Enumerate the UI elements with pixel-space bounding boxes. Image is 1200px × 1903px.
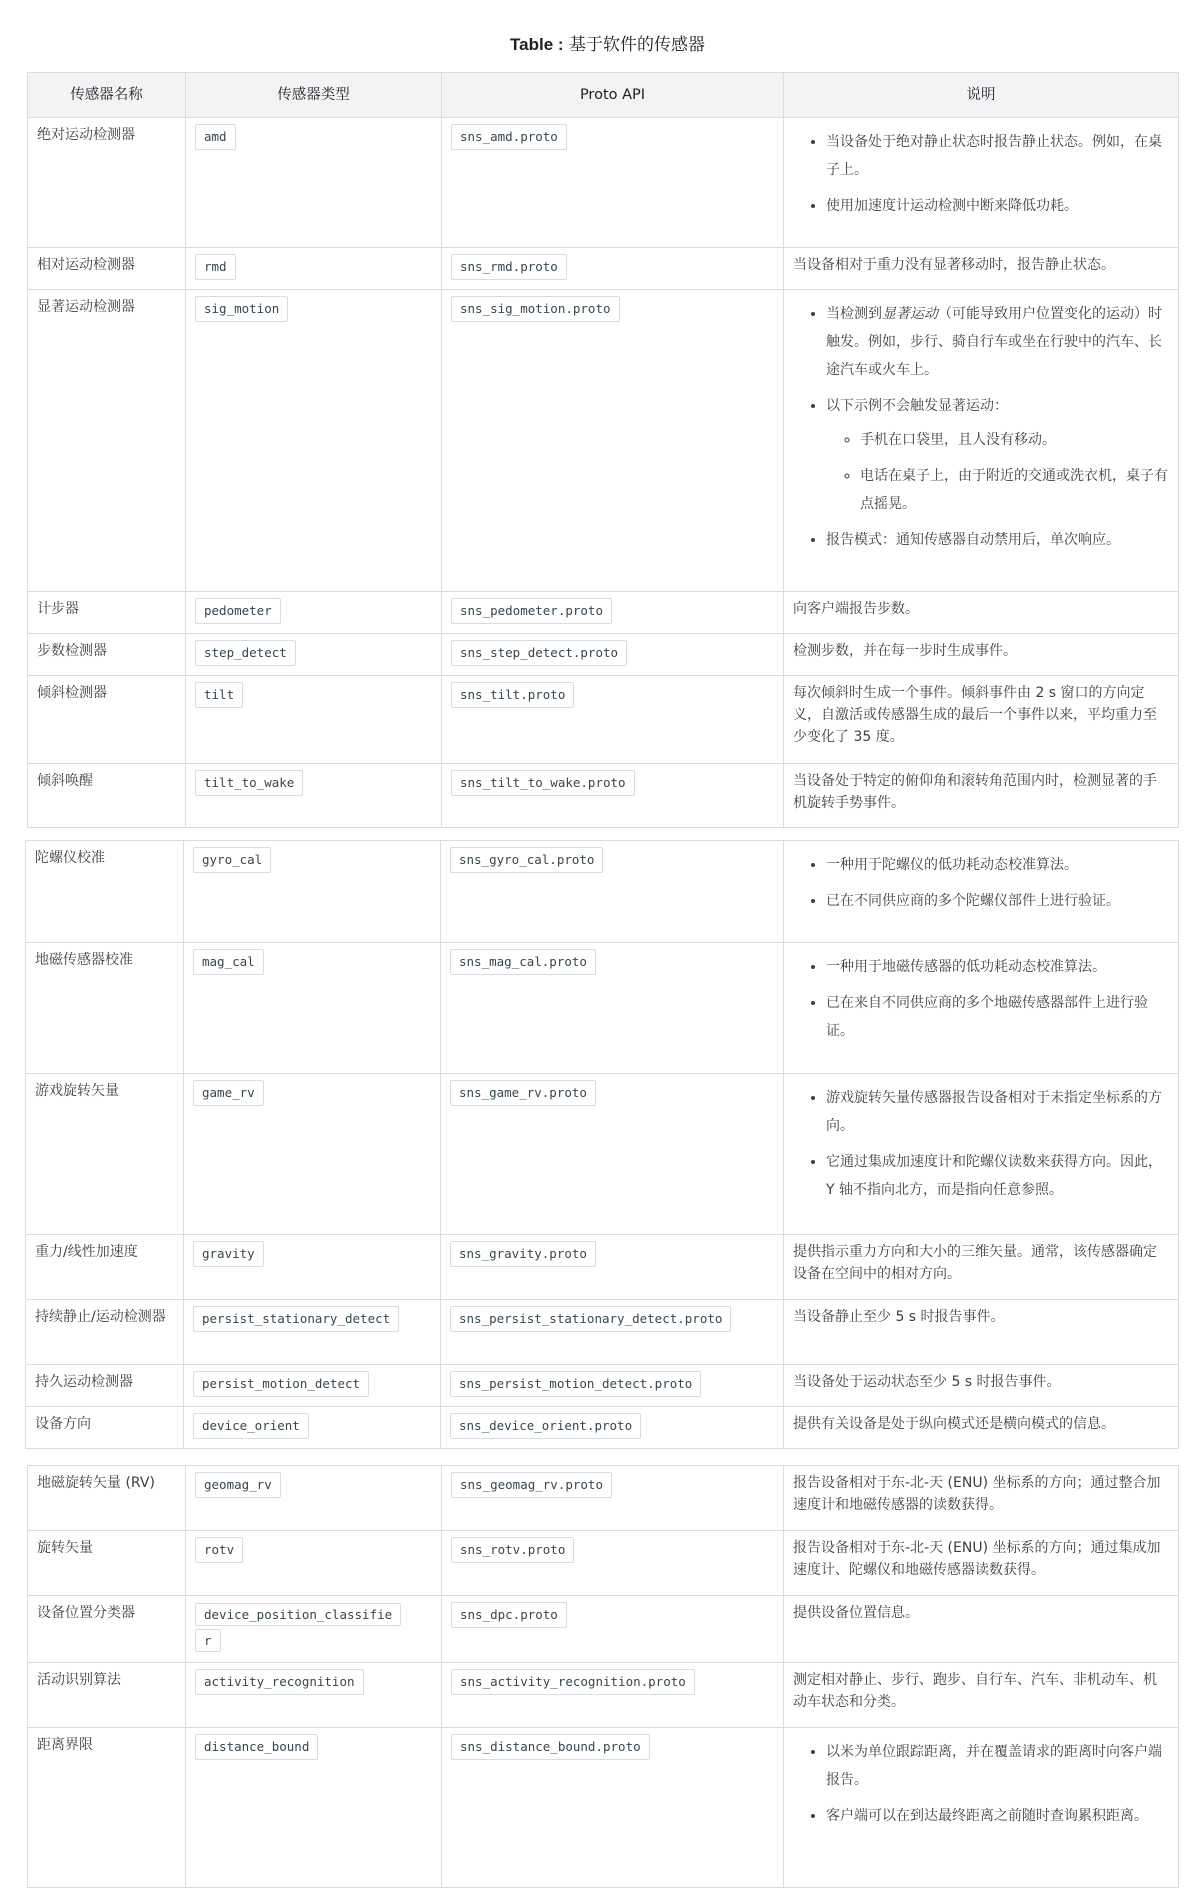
- sensor-type-code: activity_recognition: [195, 1669, 364, 1695]
- proto-api-code: sns_rotv.proto: [451, 1537, 574, 1563]
- sensor-description: [784, 1728, 1179, 1888]
- sensor-description: 测定相对静止、步行、跑步、自行车、汽车、非机动车、机动车状态和分类。: [784, 1663, 1179, 1728]
- proto-api-code: sns_amd.proto: [451, 124, 567, 150]
- list-item: • 以米为单位跟踪距离，并在覆盖请求的距离时向客户端报告。: [826, 1738, 1169, 1794]
- table-row: [28, 248, 1179, 290]
- table-row: [28, 764, 1179, 828]
- list-item: • 游戏旋转矢量传感器报告设备相对于未指定坐标系的方向。: [826, 1084, 1169, 1140]
- proto-api-code: sns_pedometer.proto: [451, 598, 612, 624]
- header-description: 说明: [784, 73, 1179, 118]
- sensor-name: 显著运动检测器: [28, 290, 186, 592]
- sensor-type-code: rmd: [195, 254, 236, 280]
- proto-api-code: sns_distance_bound.proto: [451, 1734, 650, 1760]
- sensor-description: 提供设备位置信息。: [784, 1596, 1179, 1663]
- sensor-description: 报告设备相对于东-北-天 (ENU) 坐标系的方向；通过集成加速度计、陀螺仪和地磁传感器读数获得。: [784, 1531, 1179, 1596]
- sensor-name: 游戏旋转矢量: [26, 1074, 184, 1235]
- sensor-description: [784, 118, 1179, 248]
- sensor-description: 提供指示重力方向和大小的三维矢量。通常，该传感器确定设备在空间中的相对方向。: [784, 1235, 1179, 1300]
- sensor-name: 地磁旋转矢量 (RV): [28, 1466, 186, 1531]
- emphasis-text: 显著运动: [882, 306, 938, 322]
- sensor-type-code: device_position_classifier: [195, 1603, 401, 1652]
- sensor-description: 当设备处于特定的俯仰角和滚转角范围内时，检测显著的手机旋转手势事件。: [784, 764, 1179, 828]
- sub-list-item: ◦ 手机在口袋里，且人没有移动。: [860, 426, 1169, 454]
- header-sensor-name: 传感器名称: [28, 73, 186, 118]
- sensor-name: 倾斜检测器: [28, 676, 186, 764]
- sensor-description: 向客户端报告步数。: [784, 592, 1179, 634]
- sensor-type-code: tilt: [195, 682, 243, 708]
- sensor-description: [784, 841, 1179, 943]
- sensor-name: 计步器: [28, 592, 186, 634]
- sensor-type-code: amd: [195, 124, 236, 150]
- sensor-description: 提供有关设备是处于纵向模式还是横向模式的信息。: [784, 1407, 1179, 1449]
- table-row: [28, 1728, 1179, 1888]
- sensor-name: 重力/线性加速度: [26, 1235, 184, 1300]
- proto-api-code: sns_gravity.proto: [450, 1241, 596, 1267]
- sensor-type-code: device_orient: [193, 1413, 309, 1439]
- sensor-name: 活动识别算法: [28, 1663, 186, 1728]
- sensor-type-code: distance_bound: [195, 1734, 318, 1760]
- sensor-name: 陀螺仪校准: [26, 841, 184, 943]
- sensor-description: 检测步数，并在每一步时生成事件。: [784, 634, 1179, 676]
- proto-api-code: sns_persist_motion_detect.proto: [450, 1371, 701, 1397]
- sensor-table-part-3: [27, 1465, 1179, 1888]
- sensor-type-code: tilt_to_wake: [195, 770, 303, 796]
- table-header-row: [28, 73, 1179, 118]
- table-row: [28, 1531, 1179, 1596]
- header-sensor-type: 传感器类型: [186, 73, 442, 118]
- sensor-description: 报告设备相对于东-北-天 (ENU) 坐标系的方向；通过整合加速度计和地磁传感器的读数获得。: [784, 1466, 1179, 1531]
- sensor-type-code: mag_cal: [193, 949, 264, 975]
- list-item: • 当设备处于绝对静止状态时报告静止状态。例如，在桌子上。: [826, 128, 1169, 184]
- table-row: [28, 676, 1179, 764]
- sensor-table-part-1: [27, 72, 1179, 828]
- table-row: [26, 1365, 1179, 1407]
- table-row: [26, 1407, 1179, 1449]
- sensor-type-code: step_detect: [195, 640, 296, 666]
- list-item: • 使用加速度计运动检测中断来降低功耗。: [826, 192, 1169, 220]
- sensor-type-code: persist_motion_detect: [193, 1371, 369, 1397]
- sensor-type-code: gravity: [193, 1241, 264, 1267]
- table-row: [28, 290, 1179, 592]
- proto-api-code: sns_activity_recognition.proto: [451, 1669, 695, 1695]
- sensor-name: 持续静止/运动检测器: [26, 1300, 184, 1365]
- list-item: • 它通过集成加速度计和陀螺仪读数来获得方向。因此，Y 轴不指向北方，而是指向任意参照。: [826, 1148, 1169, 1204]
- list-item: • 以下示例不会触发显著运动： ◦ 手机在口袋里，且人没有移动。 ◦ 电话在桌子上，由于附近的交通或洗衣机，桌子有点摇晃。: [826, 392, 1169, 518]
- sensor-description: 每次倾斜时生成一个事件。倾斜事件由 2 s 窗口的方向定义，自激活或传感器生成的最后一个事件以来，平均重力至少变化了 35 度。: [784, 676, 1179, 764]
- table-row: [28, 118, 1179, 248]
- proto-api-code: sns_persist_stationary_detect.proto: [450, 1306, 731, 1332]
- table-row: [28, 1663, 1179, 1728]
- sensor-type-code: gyro_cal: [193, 847, 271, 873]
- sensor-description: 当设备处于运动状态至少 5 s 时报告事件。: [784, 1365, 1179, 1407]
- sensor-description: [784, 290, 1179, 592]
- table-row: [26, 1235, 1179, 1300]
- sensor-name: 绝对运动检测器: [28, 118, 186, 248]
- table-row: [28, 1596, 1179, 1663]
- list-item: • 客户端可以在到达最终距离之前随时查询累积距离。: [826, 1802, 1169, 1830]
- proto-api-code: sns_rmd.proto: [451, 254, 567, 280]
- header-proto-api: Proto API: [442, 73, 784, 118]
- proto-api-code: sns_tilt.proto: [451, 682, 574, 708]
- caption-label: Table :: [510, 35, 564, 54]
- proto-api-code: sns_tilt_to_wake.proto: [451, 770, 635, 796]
- list-item: • 一种用于地磁传感器的低功耗动态校准算法。: [826, 953, 1169, 981]
- proto-api-code: sns_mag_cal.proto: [450, 949, 596, 975]
- table-row: [26, 1074, 1179, 1235]
- proto-api-code: sns_sig_motion.proto: [451, 296, 620, 322]
- sensor-name: 持久运动检测器: [26, 1365, 184, 1407]
- table-row: [26, 841, 1179, 943]
- table-row: [28, 592, 1179, 634]
- list-item: • 当检测到显著运动（可能导致用户位置变化的运动）时触发。例如，步行、骑自行车或坐在行驶中的汽车、长途汽车或火车上。: [826, 300, 1169, 384]
- sensor-type-code: game_rv: [193, 1080, 264, 1106]
- sensor-name: 旋转矢量: [28, 1531, 186, 1596]
- sensor-name: 相对运动检测器: [28, 248, 186, 290]
- sensor-name: 地磁传感器校准: [26, 943, 184, 1074]
- sensor-type-code: rotv: [195, 1537, 243, 1563]
- proto-api-code: sns_dpc.proto: [451, 1602, 567, 1628]
- proto-api-code: sns_step_detect.proto: [451, 640, 627, 666]
- table-row: [26, 1300, 1179, 1365]
- proto-api-code: sns_game_rv.proto: [450, 1080, 596, 1106]
- sensor-name: 距离界限: [28, 1728, 186, 1888]
- sub-list-item: ◦ 电话在桌子上，由于附近的交通或洗衣机，桌子有点摇晃。: [860, 462, 1169, 518]
- sensor-description: 当设备相对于重力没有显著移动时，报告静止状态。: [784, 248, 1179, 290]
- sensor-name: 倾斜唤醒: [28, 764, 186, 828]
- sensor-table-part-2: [25, 840, 1179, 1449]
- proto-api-code: sns_geomag_rv.proto: [451, 1472, 612, 1498]
- sensor-type-code: persist_stationary_detect: [193, 1306, 399, 1332]
- table-caption: [0, 30, 1200, 55]
- table-row: [28, 634, 1179, 676]
- sensor-type-code: pedometer: [195, 598, 281, 624]
- proto-api-code: sns_gyro_cal.proto: [450, 847, 603, 873]
- list-item: • 已在不同供应商的多个陀螺仪部件上进行验证。: [826, 887, 1169, 915]
- sensor-description: [784, 943, 1179, 1074]
- table-row: [28, 1466, 1179, 1531]
- proto-api-code: sns_device_orient.proto: [450, 1413, 641, 1439]
- sensor-name: 设备位置分类器: [28, 1596, 186, 1663]
- sensor-description: 当设备静止至少 5 s 时报告事件。: [784, 1300, 1179, 1365]
- list-item: • 报告模式：通知传感器自动禁用后，单次响应。: [826, 526, 1169, 554]
- sensor-name: 步数检测器: [28, 634, 186, 676]
- caption-text: 基于软件的传感器: [568, 35, 705, 55]
- sensor-description: [784, 1074, 1179, 1235]
- sensor-type-code: sig_motion: [195, 296, 288, 322]
- list-item: • 已在来自不同供应商的多个地磁传感器部件上进行验证。: [826, 989, 1169, 1045]
- sensor-type-code: geomag_rv: [195, 1472, 281, 1498]
- table-row: [26, 943, 1179, 1074]
- sensor-name: 设备方向: [26, 1407, 184, 1449]
- list-item: • 一种用于陀螺仪的低功耗动态校准算法。: [826, 851, 1169, 879]
